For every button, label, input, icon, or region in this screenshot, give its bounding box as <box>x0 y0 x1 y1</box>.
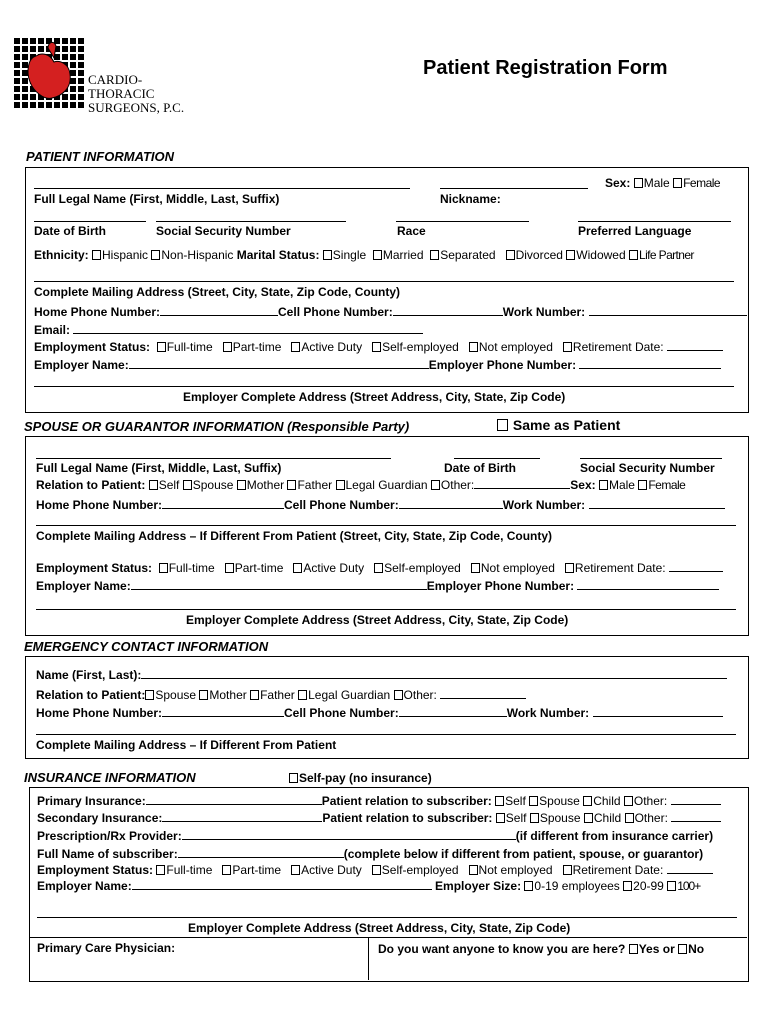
employer-name-field[interactable] <box>129 357 429 369</box>
logo-grid-cell <box>22 78 28 84</box>
marital-label: Marital Status: <box>236 248 320 262</box>
size-100-checkbox[interactable] <box>667 881 676 891</box>
logo-grid-cell <box>70 78 76 84</box>
spouse-employer-address-line[interactable] <box>36 609 736 610</box>
spouse-dob-label: Date of Birth <box>444 461 516 475</box>
patient-employer-address-line[interactable] <box>34 386 734 387</box>
logo-grid-cell <box>14 78 20 84</box>
insurance-employment-row <box>37 862 713 877</box>
know-here-no-label: No <box>688 942 705 956</box>
size-20-99-checkbox[interactable] <box>623 881 632 891</box>
patient-employer-address-label: Employer Complete Address (Street Address, City, State, Zip Code) <box>183 390 566 404</box>
logo-line-2: THORACIC <box>88 86 155 101</box>
sex-male-checkbox[interactable] <box>634 178 643 188</box>
size-0-19-checkbox[interactable] <box>524 881 533 891</box>
ins-fulltime-checkbox[interactable] <box>156 865 165 875</box>
insurance-divider <box>368 938 369 980</box>
emergency-cell-phone-label: Cell Phone Number: <box>284 706 399 720</box>
spouse-employment-status-label: Employment Status: <box>36 561 153 575</box>
logo-grid-cell <box>78 70 84 76</box>
spouse-employer-name-label: Employer Name: <box>36 579 131 593</box>
life-partner-checkbox[interactable] <box>629 250 638 260</box>
retirement-date-field[interactable] <box>667 339 723 351</box>
logo-grid-cell <box>22 54 28 60</box>
secondary-other-checkbox[interactable] <box>625 813 634 823</box>
logo-grid-cell <box>78 78 84 84</box>
ins-retirement-checkbox[interactable] <box>563 865 572 875</box>
logo-grid-cell <box>78 102 84 108</box>
employment-status-label: Employment Status: <box>34 340 151 354</box>
ethnicity-label: Ethnicity: <box>34 248 89 262</box>
married-checkbox[interactable] <box>373 250 382 260</box>
emergency-name-row <box>36 667 727 682</box>
spouse-rel-guardian-checkbox[interactable] <box>336 480 345 490</box>
ssn-line[interactable] <box>156 221 346 222</box>
primary-other-field[interactable] <box>671 793 721 805</box>
spouse-cell-phone-label: Cell Phone Number: <box>284 498 399 512</box>
section-patient-info: PATIENT INFORMATION <box>26 149 175 164</box>
employer-phone-label: Employer Phone Number: <box>428 358 577 372</box>
spouse-address-line[interactable] <box>36 525 736 526</box>
patient-phone-row <box>34 304 747 319</box>
language-label: Preferred Language <box>578 224 692 238</box>
not-employed-label: Not employed <box>478 340 553 354</box>
logo-grid-cell <box>54 102 60 108</box>
spouse-home-phone-label: Home Phone Number: <box>36 498 163 512</box>
patient-employment-row <box>34 339 723 354</box>
logo-grid-cell <box>78 54 84 60</box>
spouse-rel-guardian-label: Legal Guardian <box>345 478 428 492</box>
logo-grid-cell <box>14 54 20 60</box>
spouse-rel-father-checkbox[interactable] <box>287 480 296 490</box>
race-label: Race <box>397 224 426 238</box>
logo-grid-cell <box>78 38 84 44</box>
ins-employer-address-line[interactable] <box>37 917 737 918</box>
logo-grid-cell <box>38 102 44 108</box>
spouse-retirement-date-field[interactable] <box>669 560 723 572</box>
email-field[interactable] <box>73 322 423 334</box>
spouse-relation-label: Relation to Patient: <box>36 478 146 492</box>
secondary-relation-label: Patient relation to subscriber: <box>322 811 493 825</box>
primary-spouse-label: Spouse <box>539 794 580 808</box>
logo-grid-cell <box>22 38 28 44</box>
ins-employer-name-label: Employer Name: <box>37 879 132 893</box>
primary-insurance-field[interactable] <box>146 793 322 805</box>
emergency-rel-other-checkbox[interactable] <box>394 690 403 700</box>
spouse-rel-self-checkbox[interactable] <box>149 480 158 490</box>
ins-self-employed-label: Self-employed <box>381 863 459 877</box>
spouse-employer-name-field[interactable] <box>131 578 427 590</box>
logo-grid-cell <box>22 102 28 108</box>
secondary-insurance-label: Secondary Insurance: <box>37 811 163 825</box>
logo-grid-cell <box>22 94 28 100</box>
emergency-rel-father-checkbox[interactable] <box>250 690 259 700</box>
sex-male-label: Male <box>643 176 670 190</box>
logo-grid-cell <box>30 102 36 108</box>
pcp-label: Primary Care Physician: <box>37 941 176 955</box>
patient-sex-group <box>605 176 720 190</box>
spouse-employer-phone-field[interactable] <box>577 578 719 590</box>
logo-grid-cell <box>14 94 20 100</box>
emergency-home-phone-label: Home Phone Number: <box>36 706 163 720</box>
ins-employer-name-field[interactable] <box>132 878 432 890</box>
spouse-parttime-label: Part-time <box>234 561 284 575</box>
rx-provider-label: Prescription/Rx Provider: <box>37 829 182 843</box>
spouse-parttime-checkbox[interactable] <box>225 563 234 573</box>
selfpay-label: Self-pay (no insurance) <box>299 771 432 785</box>
ins-parttime-label: Part-time <box>232 863 282 877</box>
logo-grid-cell <box>14 46 20 52</box>
logo-grid-cell <box>62 46 68 52</box>
patient-address-line[interactable] <box>34 281 734 282</box>
spouse-rel-mother-checkbox[interactable] <box>237 480 246 490</box>
logo-grid-cell <box>14 38 20 44</box>
spouse-work-number-field[interactable] <box>589 497 725 509</box>
email-row <box>34 322 423 337</box>
spouse-fulltime-label: Full-time <box>168 561 215 575</box>
logo-grid-cell <box>38 46 44 52</box>
logo-grid-cell <box>62 54 68 60</box>
spouse-work-number-label: Work Number: <box>502 498 586 512</box>
primary-self-checkbox[interactable] <box>495 796 504 806</box>
ins-active-duty-label: Active Duty <box>301 863 362 877</box>
know-here-row <box>378 942 704 956</box>
rx-provider-field[interactable] <box>182 828 516 840</box>
primary-child-checkbox[interactable] <box>583 796 592 806</box>
emergency-rel-guardian-label: Legal Guardian <box>308 688 391 702</box>
separated-checkbox[interactable] <box>430 250 439 260</box>
logo-grid-cell <box>62 94 68 100</box>
subscriber-label: Full Name of subscriber: <box>37 847 178 861</box>
parttime-checkbox[interactable] <box>223 342 232 352</box>
emergency-rel-spouse-label: Spouse <box>155 688 197 702</box>
employer-phone-field[interactable] <box>579 357 721 369</box>
emergency-relation-row <box>36 687 526 702</box>
active-duty-checkbox[interactable] <box>291 342 300 352</box>
logo-grid-cell <box>78 86 84 92</box>
size-100-label: 100+ <box>677 879 701 893</box>
married-label: Married <box>382 248 424 262</box>
spouse-rel-spouse-label: Spouse <box>192 478 234 492</box>
spouse-retirement-label: Retirement Date: <box>574 561 666 575</box>
logo-grid-cell <box>62 38 68 44</box>
secondary-child-label: Child <box>593 811 622 825</box>
insurance-bottom-rule <box>29 937 747 938</box>
ins-active-duty-checkbox[interactable] <box>291 865 300 875</box>
emergency-home-phone-field[interactable] <box>162 705 284 717</box>
spouse-employment-row <box>36 560 723 575</box>
logo-grid-cell <box>14 62 20 68</box>
emergency-rel-spouse-checkbox[interactable] <box>145 690 154 700</box>
emergency-rel-mother-checkbox[interactable] <box>199 690 208 700</box>
ins-employer-address-label: Employer Complete Address (Street Address, City, State, Zip Code) <box>188 921 571 935</box>
divorced-checkbox[interactable] <box>506 250 515 260</box>
work-number-label: Work Number: <box>502 305 586 319</box>
spouse-not-employed-label: Not employed <box>480 561 555 575</box>
logo-grid-cell <box>38 38 44 44</box>
logo-grid-cell <box>70 46 76 52</box>
spouse-self-employed-checkbox[interactable] <box>374 563 383 573</box>
spouse-not-employed-checkbox[interactable] <box>471 563 480 573</box>
subscriber-note: (complete below if different from patient, spouse, or guarantor) <box>343 847 704 861</box>
emergency-rel-guardian-checkbox[interactable] <box>298 690 307 700</box>
ins-fulltime-label: Full-time <box>166 863 213 877</box>
spouse-rel-spouse-checkbox[interactable] <box>183 480 192 490</box>
single-label: Single <box>332 248 367 262</box>
fulltime-checkbox[interactable] <box>157 342 166 352</box>
selfpay-checkbox[interactable] <box>289 773 298 783</box>
spouse-dob-line[interactable] <box>454 458 540 459</box>
logo-grid-cell <box>70 102 76 108</box>
secondary-insurance-row <box>37 810 721 825</box>
logo-text <box>88 73 184 115</box>
widowed-label: Widowed <box>576 248 626 262</box>
emergency-address-line[interactable] <box>36 734 736 735</box>
patient-name-label: Full Legal Name (First, Middle, Last, Suffix) <box>34 192 280 206</box>
spouse-sex-male-checkbox[interactable] <box>599 480 608 490</box>
logo-grid-cell <box>78 46 84 52</box>
spouse-relation-row <box>36 477 685 492</box>
section-insurance: INSURANCE INFORMATION <box>24 770 196 785</box>
home-phone-field[interactable] <box>160 304 278 316</box>
logo-grid-cell <box>14 86 20 92</box>
logo-grid-cell <box>70 70 76 76</box>
logo-grid-cell <box>14 102 20 108</box>
section-spouse-info: SPOUSE OR GUARANTOR INFORMATION (Responsible Party) <box>24 419 410 434</box>
logo-grid-cell <box>70 54 76 60</box>
secondary-other-field[interactable] <box>671 810 721 822</box>
ins-not-employed-checkbox[interactable] <box>469 865 478 875</box>
work-number-field[interactable] <box>589 304 747 316</box>
logo-grid-cell <box>70 62 76 68</box>
primary-other-label: Other: <box>633 794 668 808</box>
spouse-rel-other-checkbox[interactable] <box>431 480 440 490</box>
nickname-label: Nickname: <box>440 192 501 206</box>
logo-grid-cell <box>78 94 84 100</box>
active-duty-label: Active Duty <box>301 340 363 354</box>
spouse-sex-female-checkbox[interactable] <box>638 480 647 490</box>
emergency-name-label: Name (First, Last): <box>36 668 142 682</box>
patient-address-label: Complete Mailing Address (Street, City, State, Zip Code, County) <box>34 285 401 299</box>
spouse-name-line[interactable] <box>36 458 391 459</box>
insurance-employer-row <box>37 878 700 893</box>
logo-grid-cell <box>30 46 36 52</box>
sex-female-label: Female <box>683 176 721 190</box>
logo-grid-cell <box>22 86 28 92</box>
logo-grid-cell <box>30 38 36 44</box>
language-line[interactable] <box>578 221 731 222</box>
spouse-rel-father-label: Father <box>297 478 333 492</box>
logo-grid-cell <box>14 70 20 76</box>
spouse-cell-phone-field[interactable] <box>399 497 503 509</box>
spouse-rel-other-field[interactable] <box>474 477 570 489</box>
same-as-patient-label: Same as Patient <box>512 417 621 433</box>
logo-grid-cell <box>70 38 76 44</box>
secondary-spouse-label: Spouse <box>539 811 581 825</box>
logo-grid-cell <box>78 62 84 68</box>
secondary-other-label: Other: <box>634 811 668 825</box>
ethnicity-marital-row <box>34 248 694 262</box>
dob-label: Date of Birth <box>34 224 106 238</box>
emergency-address-label: Complete Mailing Address – If Different From Patient <box>36 738 337 752</box>
spouse-name-label: Full Legal Name (First, Middle, Last, Suffix) <box>36 461 282 475</box>
section-emergency-contact: EMERGENCY CONTACT INFORMATION <box>24 639 269 654</box>
subscriber-row <box>37 846 703 861</box>
home-phone-label: Home Phone Number: <box>34 305 161 319</box>
fulltime-label: Full-time <box>166 340 213 354</box>
cell-phone-label: Cell Phone Number: <box>278 305 393 319</box>
spouse-retirement-checkbox[interactable] <box>565 563 574 573</box>
practice-logo <box>14 38 88 116</box>
secondary-self-checkbox[interactable] <box>496 813 505 823</box>
hispanic-label: Hispanic <box>102 248 149 262</box>
logo-line-1: CARDIO- <box>88 72 143 87</box>
spouse-address-label: Complete Mailing Address – If Different From Patient (Street, City, State, Zip Code, County) <box>36 529 553 543</box>
primary-spouse-checkbox[interactable] <box>529 796 538 806</box>
hispanic-checkbox[interactable] <box>92 250 101 260</box>
emergency-cell-phone-field[interactable] <box>399 705 507 717</box>
single-checkbox[interactable] <box>323 250 332 260</box>
logo-line-3: SURGEONS, P.C. <box>88 100 185 115</box>
nonhispanic-label: Non-Hispanic <box>161 248 234 262</box>
secondary-spouse-checkbox[interactable] <box>530 813 539 823</box>
nickname-line[interactable] <box>440 188 588 189</box>
spouse-ssn-label: Social Security Number <box>580 461 715 475</box>
spouse-home-phone-field[interactable] <box>162 497 284 509</box>
life-partner-label: Life Partner <box>639 248 694 262</box>
self-employed-label: Self-employed <box>382 340 459 354</box>
dob-line[interactable] <box>34 221 146 222</box>
patient-employer-row <box>34 357 721 372</box>
logo-grid-cell <box>70 94 76 100</box>
self-employed-checkbox[interactable] <box>372 342 381 352</box>
logo-grid-cell <box>46 102 52 108</box>
primary-insurance-label: Primary Insurance: <box>37 794 146 808</box>
ins-parttime-checkbox[interactable] <box>222 865 231 875</box>
widowed-checkbox[interactable] <box>566 250 575 260</box>
rx-provider-note: (if different from insurance carrier) <box>515 829 714 843</box>
spouse-fulltime-checkbox[interactable] <box>159 563 168 573</box>
employer-name-label: Employer Name: <box>34 358 129 372</box>
spouse-employer-row <box>36 578 719 593</box>
spouse-active-duty-label: Active Duty <box>303 561 365 575</box>
retirement-checkbox[interactable] <box>563 342 572 352</box>
employer-size-label: Employer Size: <box>435 879 522 893</box>
not-employed-checkbox[interactable] <box>469 342 478 352</box>
secondary-child-checkbox[interactable] <box>584 813 593 823</box>
emergency-rel-father-label: Father <box>260 688 295 702</box>
logo-grid-cell <box>62 102 68 108</box>
spouse-rel-other-label: Other: <box>440 478 475 492</box>
spouse-sex-male-label: Male <box>608 478 635 492</box>
spouse-employer-address-label: Employer Complete Address (Street Address, City, State, Zip Code) <box>186 613 569 627</box>
divorced-label: Divorced <box>515 248 563 262</box>
spouse-rel-self-label: Self <box>158 478 180 492</box>
subscriber-field[interactable] <box>178 846 344 858</box>
retirement-label: Retirement Date: <box>572 340 664 354</box>
sex-female-checkbox[interactable] <box>673 178 682 188</box>
secondary-self-label: Self <box>505 811 527 825</box>
emergency-rel-other-label: Other: <box>403 688 437 702</box>
primary-child-label: Child <box>593 794 621 808</box>
logo-grid-cell <box>22 46 28 52</box>
logo-grid-cell <box>22 62 28 68</box>
same-as-patient-checkbox[interactable] <box>497 419 508 431</box>
know-here-yes-checkbox[interactable] <box>629 944 638 954</box>
spouse-ssn-line[interactable] <box>580 458 722 459</box>
emergency-rel-mother-label: Mother <box>209 688 247 702</box>
parttime-label: Part-time <box>232 340 282 354</box>
ssn-label: Social Security Number <box>156 224 291 238</box>
logo-grid-cell <box>30 94 36 100</box>
ins-employment-status-label: Employment Status: <box>37 863 154 877</box>
logo-grid-cell <box>70 86 76 92</box>
ins-not-employed-label: Not employed <box>478 863 553 877</box>
secondary-insurance-field[interactable] <box>162 810 322 822</box>
separated-label: Separated <box>440 248 496 262</box>
know-here-no-checkbox[interactable] <box>678 944 687 954</box>
sex-label: Sex: <box>605 176 631 190</box>
size-20-99-label: 20-99 <box>633 879 664 893</box>
spouse-sex-female-label: Female <box>648 478 686 492</box>
rx-provider-row <box>37 828 713 843</box>
primary-relation-label: Patient relation to subscriber: <box>321 794 492 808</box>
ins-retirement-label: Retirement Date: <box>572 863 664 877</box>
emergency-relation-label: Relation to Patient: <box>36 688 146 702</box>
same-as-patient-group <box>497 417 620 433</box>
emergency-work-number-label: Work Number: <box>506 706 590 720</box>
nonhispanic-checkbox[interactable] <box>151 250 160 260</box>
primary-self-label: Self <box>505 794 526 808</box>
patient-name-line[interactable] <box>34 188 410 189</box>
page-title: Patient Registration Form <box>423 57 668 79</box>
spouse-rel-mother-label: Mother <box>246 478 285 492</box>
spouse-self-employed-label: Self-employed <box>384 561 461 575</box>
know-here-yes-label: Yes or <box>638 942 675 956</box>
spouse-phone-row <box>36 497 725 512</box>
selfpay-group <box>289 771 432 785</box>
email-label: Email: <box>34 323 71 337</box>
cell-phone-field[interactable] <box>393 304 503 316</box>
ins-self-employed-checkbox[interactable] <box>372 865 381 875</box>
know-here-label: Do you want anyone to know you are here? <box>378 942 626 956</box>
spouse-sex-label: Sex: <box>570 478 596 492</box>
primary-other-checkbox[interactable] <box>624 796 633 806</box>
spouse-employer-phone-label: Employer Phone Number: <box>426 579 575 593</box>
emergency-name-field[interactable] <box>141 667 727 679</box>
race-line[interactable] <box>396 221 529 222</box>
emergency-work-number-field[interactable] <box>593 705 723 717</box>
emergency-phone-row <box>36 705 723 720</box>
emergency-rel-other-field[interactable] <box>440 687 526 699</box>
spouse-active-duty-checkbox[interactable] <box>293 563 302 573</box>
primary-insurance-row <box>37 793 721 808</box>
size-0-19-label: 0-19 employees <box>534 879 620 893</box>
ins-retirement-date-field[interactable] <box>667 862 713 874</box>
logo-grid-cell <box>22 70 28 76</box>
